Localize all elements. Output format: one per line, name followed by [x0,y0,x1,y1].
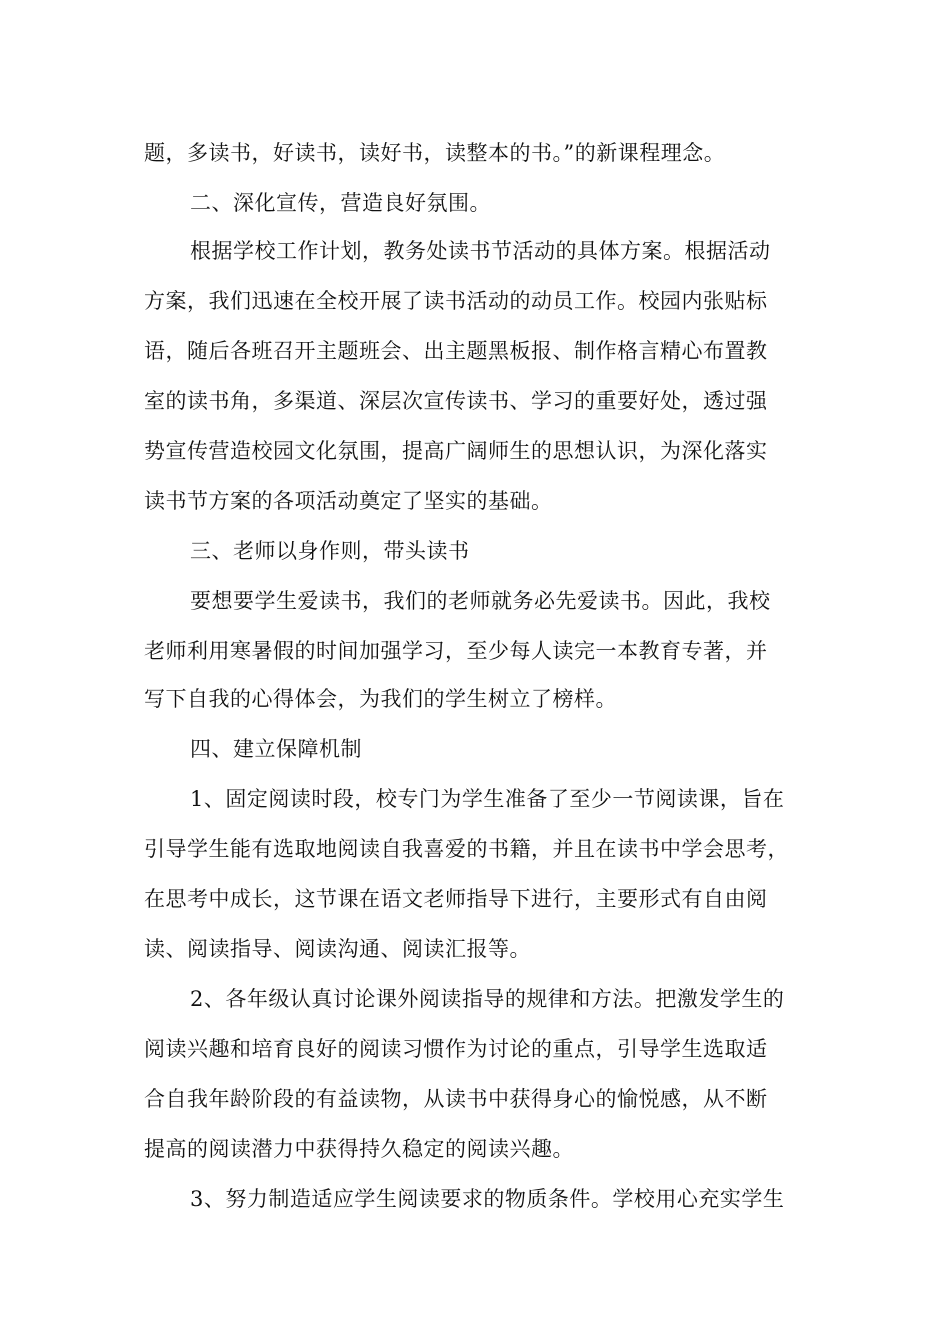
text-line: 合自我年龄阶段的有益读物，从读书中获得身心的愉悦感，从不断 [144,1087,768,1111]
text-line: 老师利用寒暑假的时间加强学习，至少每人读完一本教育专著，并 [144,639,768,663]
text-line: 根据学校工作计划，教务处读书节活动的具体方案。根据活动 [190,239,771,263]
text-line: 方案，我们迅速在全校开展了读书活动的动员工作。校园内张贴标 [144,289,768,313]
text-line: 势宣传营造校园文化氛围，提高广阔师生的思想认识，为深化落实 [144,439,768,463]
text-line: 在思考中成长，这节课在语文老师指导下进行，主要形式有自由阅 [144,887,768,911]
text-line: 提高的阅读潜力中获得持久稳定的阅读兴趣。 [144,1137,574,1161]
text-line: 题，多读书，好读书，读好书，读整本的书。”的新课程理念。 [144,141,726,165]
text-line: 室的读书角，多渠道、深层次宣传读书、学习的重要好处，透过强 [144,389,768,413]
text-line: 3、努力制造适应学生阅读要求的物质条件。学校用心充实学生 [190,1187,785,1211]
section-heading: 二、深化宣传，营造良好氛围。 [190,191,491,215]
text-line: 写下自我的心得体会，为我们的学生树立了榜样。 [144,687,617,711]
text-line: 2、各年级认真讨论课外阅读指导的规律和方法。把激发学生的 [190,987,785,1011]
text-line: 1、固定阅读时段，校专门为学生准备了至少一节阅读课，旨在 [190,787,785,811]
text-line: 读书节方案的各项活动奠定了坚实的基础。 [144,489,553,513]
section-heading: 四、建立保障机制 [190,737,362,761]
text-line: 要想要学生爱读书，我们的老师就务必先爱读书。因此，我校 [190,589,771,613]
text-line: 读、阅读指导、阅读沟通、阅读汇报等。 [144,937,531,961]
section-heading: 三、老师以身作则，带头读书 [190,539,470,563]
text-line: 语，随后各班召开主题班会、出主题黑板报、制作格言精心布置教 [144,339,768,363]
text-line: 引导学生能有选取地阅读自我喜爱的书籍，并且在读书中学会思考， [144,837,789,861]
text-line: 阅读兴趣和培育良好的阅读习惯作为讨论的重点，引导学生选取适 [144,1037,768,1061]
